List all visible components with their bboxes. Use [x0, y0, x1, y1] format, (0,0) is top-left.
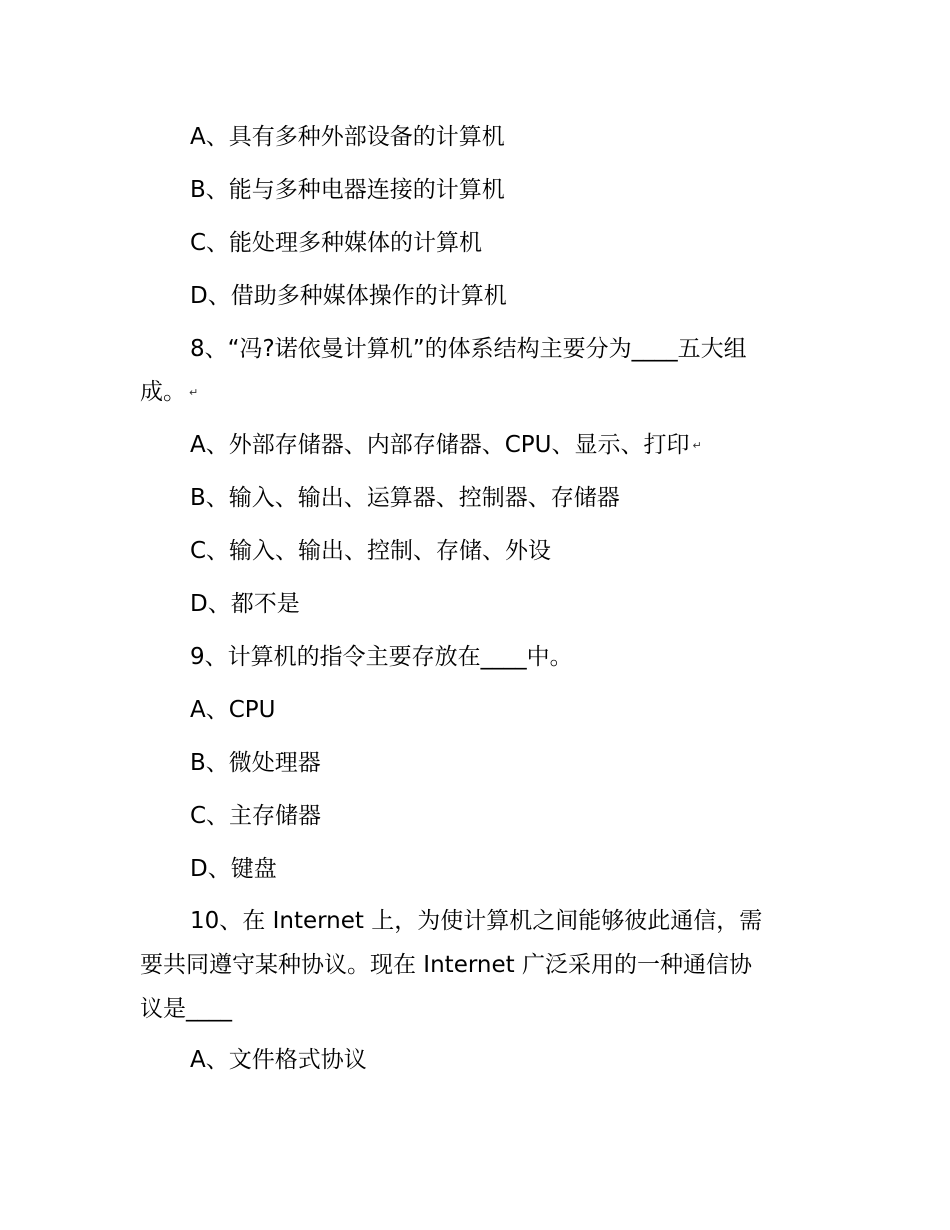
q10-option-a: A、文件格式协议: [190, 1047, 367, 1073]
q9-option-a: A、CPU: [190, 697, 276, 723]
q8-option-a: [190, 430, 702, 461]
q10-stem-line3: 议是____: [140, 996, 232, 1022]
q7-option-a: A、具有多种外部设备的计算机: [190, 124, 505, 150]
q10-stem-line1: 10、在 Internet 上，为使计算机之间能够彼此通信，需: [190, 908, 763, 934]
q8-stem-line2: [140, 377, 198, 408]
q8-stem-line2-text: 成。: [140, 379, 186, 405]
q8-option-d: D、都不是: [190, 591, 300, 617]
q8-option-c: C、输入、输出、控制、存储、外设: [190, 538, 552, 564]
q9-stem: 9、计算机的指令主要存放在____中。: [190, 644, 573, 670]
q7-option-c: C、能处理多种媒体的计算机: [190, 230, 483, 256]
q9-option-c: C、主存储器: [190, 803, 322, 829]
line-break-mark-icon: ↵: [692, 438, 702, 452]
q7-option-b: B、能与多种电器连接的计算机: [190, 177, 505, 203]
q8-stem-line1: 8、“冯?诺依曼计算机”的体系结构主要分为____五大组: [190, 336, 747, 362]
line-break-mark-icon: ↵: [189, 385, 199, 399]
q9-option-d: D、键盘: [190, 856, 277, 882]
q8-option-a-text: A、外部存储器、内部存储器、CPU、显示、打印: [190, 432, 690, 458]
q10-stem-line2: 要共同遵守某种协议。现在 Internet 广泛采用的一种通信协: [140, 952, 752, 978]
q8-option-b: B、输入、输出、运算器、控制器、存储器: [190, 485, 620, 511]
q9-option-b: B、微处理器: [190, 750, 321, 776]
q7-option-d: D、借助多种媒体操作的计算机: [190, 283, 507, 309]
